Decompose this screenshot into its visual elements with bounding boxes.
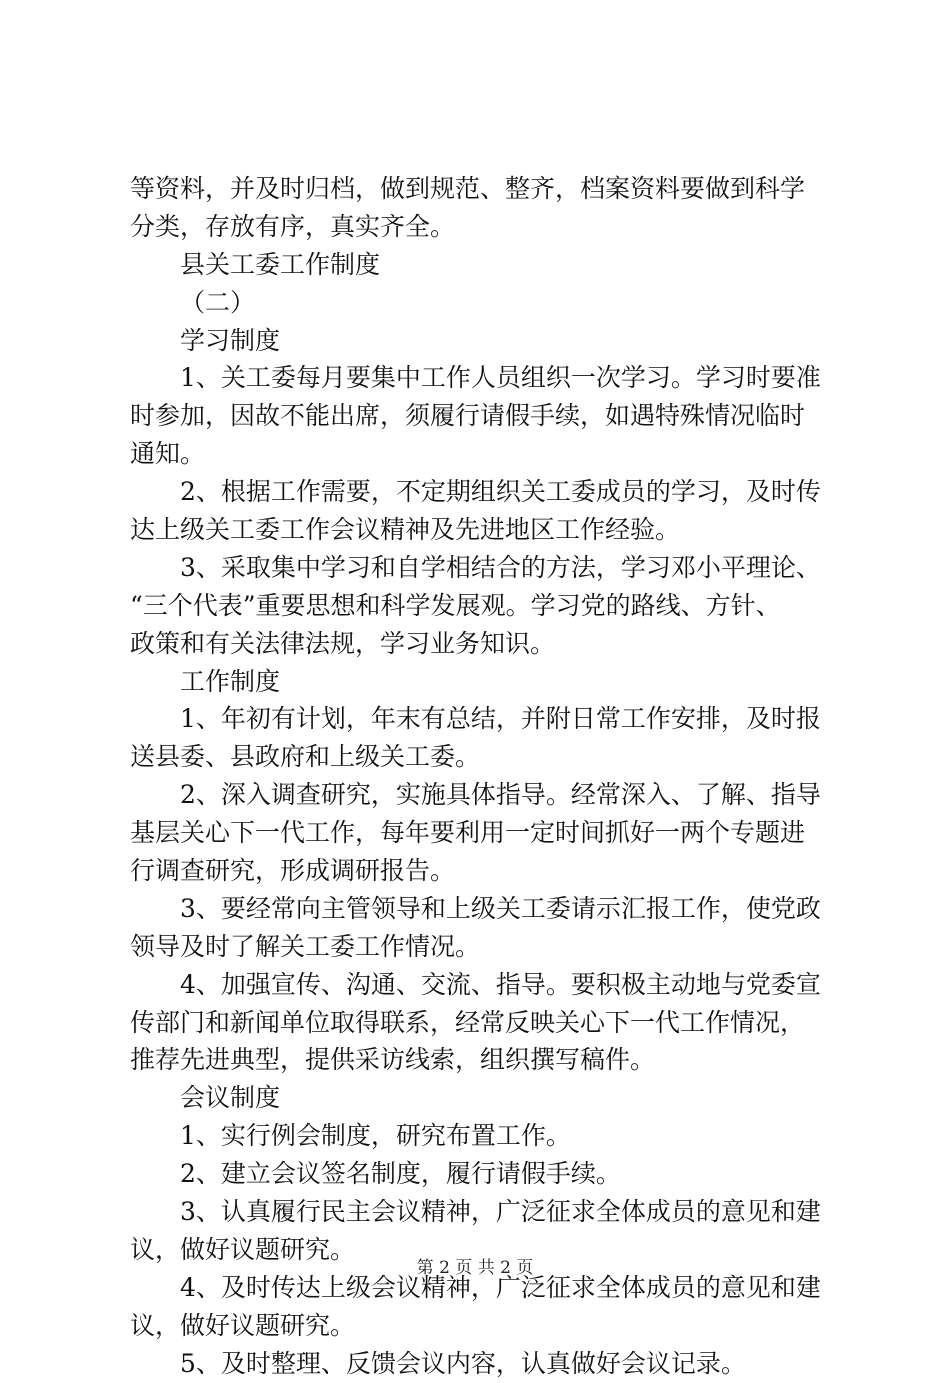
text-line: 1、实行例会制度，研究布置工作。: [180, 1121, 571, 1151]
section-heading-work: 工作制度: [180, 666, 281, 696]
section-heading-study: 学习制度: [180, 325, 281, 355]
text-line: 1、关工委每月要集中工作人员组织一次学习。学习时要准: [180, 363, 821, 393]
text-line: 议，做好议题研究。: [130, 1234, 356, 1264]
text-line: 2、深入调查研究，实施具体指导。经常深入、了解、指导: [180, 780, 821, 810]
text-line: 推荐先进典型，提供采访线索，组织撰写稿件。: [130, 1045, 656, 1075]
text-line: 领导及时了解关工委工作情况。: [130, 931, 481, 961]
text-line: 2、建立会议签名制度，履行请假手续。: [180, 1159, 621, 1189]
text-line: 时参加，因故不能出席，须履行请假手续，如遇特殊情况临时: [130, 401, 806, 431]
text-line: 基层关心下一代工作，每年要利用一定时间抓好一两个专题进: [130, 818, 806, 848]
text-line: 等资料，并及时归档，做到规范、整齐，档案资料要做到科学: [130, 174, 806, 203]
text-line: 2、根据工作需要，不定期组织关工委成员的学习，及时传: [180, 477, 821, 507]
text-line: 传部门和新闻单位取得联系，经常反映关心下一代工作情况，: [130, 1007, 806, 1037]
text-line: 通知。: [130, 439, 206, 469]
text-line: 政策和有关法律法规，学习业务知识。: [130, 628, 556, 658]
section-subtitle: （二）: [180, 287, 256, 317]
text-line: 3、认真履行民主会议精神，广泛征求全体成员的意见和建: [180, 1197, 821, 1227]
text-line: 议，做好议题研究。: [130, 1310, 356, 1340]
text-line: 送县委、县政府和上级关工委。: [130, 742, 481, 772]
section-heading-meeting: 会议制度: [180, 1083, 281, 1113]
text-line: 1、年初有计划，年末有总结，并附日常工作安排，及时报: [180, 704, 821, 734]
text-line: 分类，存放有序，真实齐全。: [130, 211, 456, 241]
page-number-footer: 第 2 页 共 2 页: [416, 1258, 534, 1278]
text-line: 5、及时整理、反馈会议内容，认真做好会议记录。: [180, 1348, 746, 1378]
text-line: 3、采取集中学习和自学相结合的方法，学习邓小平理论、: [180, 552, 821, 582]
text-line: 3、要经常向主管领导和上级关工委请示汇报工作，使党政: [180, 893, 821, 923]
text-line: 4、及时传达上级会议精神，广泛征求全体成员的意见和建: [180, 1272, 821, 1302]
text-line: 达上级关工委工作会议精神及先进地区工作经验。: [130, 515, 681, 545]
text-line: 4、加强宣传、沟通、交流、指导。要积极主动地与党委宣: [180, 969, 821, 999]
text-line: 行调查研究，形成调研报告。: [130, 856, 456, 886]
document-body: [130, 170, 830, 1383]
section-title: 县关工委工作制度: [180, 249, 381, 279]
text-line: “三个代表”重要思想和科学发展观。学习党的路线、方针、: [130, 590, 781, 620]
